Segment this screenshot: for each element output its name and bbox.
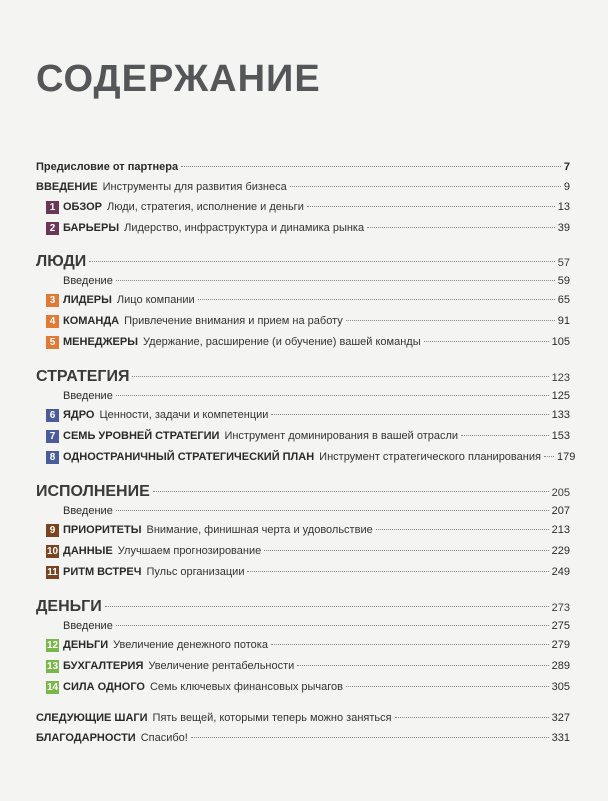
leader-dots bbox=[376, 529, 549, 530]
page-number: 39 bbox=[557, 222, 570, 234]
chapter-title: БУХГАЛТЕРИЯ bbox=[63, 660, 144, 672]
leader-dots bbox=[271, 414, 548, 415]
chapter-title: КОМАНДА bbox=[63, 315, 120, 327]
chapter-desc: Лидерство, инфраструктура и динамика рынка bbox=[124, 222, 365, 234]
chapter-desc: Семь ключевых финансовых рычагов bbox=[149, 681, 344, 693]
chapter-desc: Пульс организации bbox=[146, 566, 245, 578]
chapter-number-badge: 5 bbox=[46, 336, 59, 349]
leader-dots bbox=[181, 166, 561, 167]
page-number: 91 bbox=[557, 315, 570, 327]
toc-section-execution[interactable] bbox=[36, 483, 570, 500]
page-number: 59 bbox=[557, 275, 570, 287]
leader-dots bbox=[264, 550, 548, 551]
toc-row-chapter-4[interactable] bbox=[36, 315, 570, 328]
chapter-title: СЕМЬ УРОВНЕЙ СТРАТЕГИИ bbox=[63, 430, 220, 442]
section-title: СТРАТЕГИЯ bbox=[36, 368, 130, 385]
page-number: 153 bbox=[551, 430, 570, 442]
page-number: 213 bbox=[551, 524, 570, 536]
page-number: 207 bbox=[551, 505, 570, 517]
leader-dots bbox=[132, 376, 548, 377]
section-title: ДЕНЬГИ bbox=[36, 598, 102, 615]
thanks-title: БЛАГОДАРНОСТИ bbox=[36, 732, 136, 744]
page-number: 249 bbox=[551, 566, 570, 578]
page-number: 331 bbox=[551, 732, 570, 744]
toc-section-people[interactable] bbox=[36, 253, 570, 270]
page-number: 275 bbox=[551, 620, 570, 632]
toc-row-chapter-5[interactable] bbox=[36, 336, 570, 349]
section-title: ИСПОЛНЕНИЕ bbox=[36, 483, 150, 500]
chapter-number-badge: 1 bbox=[46, 201, 59, 214]
chapter-number-badge: 14 bbox=[46, 682, 59, 693]
page-number: 7 bbox=[563, 161, 570, 173]
chapter-desc: Лицо компании bbox=[116, 294, 195, 306]
preface-title: Предисловие от партнера bbox=[36, 161, 179, 173]
chapter-desc: Ценности, задачи и компетенции bbox=[99, 409, 269, 421]
leader-dots bbox=[116, 395, 549, 396]
chapter-title: ОБЗОР bbox=[63, 201, 102, 213]
next-title: СЛЕДУЮЩИЕ ШАГИ bbox=[36, 712, 148, 724]
leader-dots bbox=[116, 625, 549, 626]
page-number: 9 bbox=[563, 181, 570, 193]
leader-dots bbox=[395, 717, 549, 718]
section-title: ЛЮДИ bbox=[36, 253, 87, 270]
page-number: 305 bbox=[551, 681, 570, 693]
page-number: 123 bbox=[551, 372, 570, 384]
leader-dots bbox=[105, 606, 549, 607]
page-number: 205 bbox=[551, 487, 570, 499]
chapter-desc: Инструмент доминирования в вашей отрасли bbox=[224, 430, 459, 442]
chapter-desc: Улучшаем прогнозирование bbox=[117, 545, 262, 557]
page-number: 133 bbox=[551, 409, 570, 421]
leader-dots bbox=[116, 280, 555, 281]
toc-section-money[interactable] bbox=[36, 598, 570, 615]
toc-row-people-intro[interactable] bbox=[36, 276, 570, 287]
chapter-number-badge: 11 bbox=[47, 567, 58, 578]
chapter-title: ЛИДЕРЫ bbox=[63, 294, 112, 306]
page-number: 279 bbox=[551, 639, 570, 651]
intro-label: Введение bbox=[63, 390, 113, 402]
chapter-number-badge: 6 bbox=[46, 409, 59, 422]
leader-dots bbox=[346, 686, 549, 687]
chapter-desc: Люди, стратегия, исполнение и деньги bbox=[106, 201, 304, 213]
page-number: 289 bbox=[551, 660, 570, 672]
chapter-desc: Удержание, расширение (и обучение) вашей команды bbox=[143, 336, 421, 348]
leader-dots bbox=[297, 665, 548, 666]
toc-row-next-steps[interactable] bbox=[36, 713, 570, 724]
page-number: 179 bbox=[556, 451, 576, 463]
chapter-number-badge: 10 bbox=[46, 546, 59, 557]
leader-dots bbox=[153, 491, 549, 492]
page-number: 65 bbox=[557, 294, 570, 306]
page-number: 13 bbox=[557, 201, 570, 213]
leader-dots bbox=[89, 261, 555, 262]
chapter-number-badge: 7 bbox=[46, 430, 59, 443]
leader-dots bbox=[271, 644, 549, 645]
chapter-desc: Увеличение рентабельности bbox=[148, 660, 295, 672]
chapter-number-badge: 4 bbox=[46, 315, 59, 328]
leader-dots bbox=[116, 510, 549, 511]
chapter-title: ОДНОСТРАНИЧНЫЙ СТРАТЕГИЧЕСКИЙ ПЛАН bbox=[63, 451, 315, 463]
chapter-title: ДЕНЬГИ bbox=[63, 639, 109, 651]
leader-dots bbox=[247, 571, 548, 572]
toc-row-chapter-11[interactable] bbox=[36, 566, 570, 579]
chapter-number-badge: 9 bbox=[46, 524, 59, 537]
intro-label: Введение bbox=[63, 275, 113, 287]
toc-row-chapter-7[interactable] bbox=[36, 430, 570, 443]
next-desc: Пять вещей, которыми теперь можно заняться bbox=[152, 712, 392, 724]
chapter-title: ЯДРО bbox=[63, 409, 95, 421]
chapter-title: МЕНЕДЖЕРЫ bbox=[63, 336, 139, 348]
toc-row-strategy-intro[interactable] bbox=[36, 391, 570, 402]
toc-row-chapter-14[interactable] bbox=[36, 681, 570, 694]
toc-row-thanks[interactable] bbox=[36, 733, 570, 744]
chapter-number-badge: 2 bbox=[46, 222, 59, 235]
leader-dots bbox=[346, 320, 555, 321]
leader-dots bbox=[461, 435, 549, 436]
chapter-number-badge: 12 bbox=[46, 640, 59, 651]
intro-label: Введение bbox=[63, 620, 113, 632]
toc-row-money-intro[interactable] bbox=[36, 621, 570, 632]
leader-dots bbox=[290, 186, 561, 187]
toc-row-preface[interactable] bbox=[36, 162, 570, 173]
chapter-title: ДАННЫЕ bbox=[63, 545, 113, 557]
page-number: 57 bbox=[557, 257, 570, 269]
toc-row-chapter-9[interactable] bbox=[36, 524, 570, 537]
toc-row-execution-intro[interactable] bbox=[36, 506, 570, 517]
intro-desc: Инструменты для развития бизнеса bbox=[102, 181, 287, 193]
table-of-contents bbox=[36, 161, 576, 744]
toc-row-chapter-13[interactable] bbox=[36, 660, 570, 673]
chapter-title: РИТМ ВСТРЕЧ bbox=[63, 566, 142, 578]
chapter-desc: Инструмент стратегического планирования bbox=[319, 451, 541, 463]
leader-dots bbox=[191, 737, 549, 738]
toc-section-strategy[interactable] bbox=[36, 368, 570, 385]
chapter-number-badge: 13 bbox=[46, 661, 59, 672]
toc-row-chapter-2[interactable] bbox=[36, 222, 570, 235]
intro-title: ВВЕДЕНИЕ bbox=[36, 181, 98, 193]
intro-label: Введение bbox=[63, 505, 113, 517]
toc-row-chapter-1[interactable] bbox=[36, 201, 570, 214]
leader-dots bbox=[367, 227, 555, 228]
chapter-desc: Привлечение внимания и прием на работу bbox=[124, 315, 343, 327]
chapter-title: СИЛА ОДНОГО bbox=[63, 681, 145, 693]
leader-dots bbox=[198, 299, 555, 300]
toc-row-chapter-10[interactable] bbox=[36, 545, 570, 558]
page-number: 105 bbox=[551, 336, 570, 348]
chapter-number-badge: 3 bbox=[46, 294, 59, 307]
toc-row-intro[interactable] bbox=[36, 182, 570, 193]
page-number: 327 bbox=[551, 712, 570, 724]
toc-row-chapter-12[interactable] bbox=[36, 639, 570, 652]
chapter-desc: Увеличение денежного потока bbox=[113, 639, 268, 651]
chapter-title: БАРЬЕРЫ bbox=[63, 222, 120, 234]
chapter-title: ПРИОРИТЕТЫ bbox=[63, 524, 142, 536]
chapter-number-badge: 8 bbox=[46, 451, 59, 464]
page-number: 273 bbox=[551, 602, 570, 614]
thanks-desc: Спасибо! bbox=[140, 732, 188, 744]
page-number: 125 bbox=[551, 390, 570, 402]
toc-row-chapter-8[interactable] bbox=[36, 451, 576, 464]
leader-dots bbox=[424, 341, 549, 342]
toc-row-chapter-3[interactable] bbox=[36, 294, 570, 307]
toc-row-chapter-6[interactable] bbox=[36, 409, 570, 422]
page-number: 229 bbox=[551, 545, 570, 557]
page-title: СОДЕРЖАНИЕ bbox=[36, 58, 321, 100]
chapter-desc: Внимание, финишная черта и удовольствие bbox=[146, 524, 373, 536]
leader-dots bbox=[307, 206, 555, 207]
leader-dots bbox=[544, 456, 554, 457]
